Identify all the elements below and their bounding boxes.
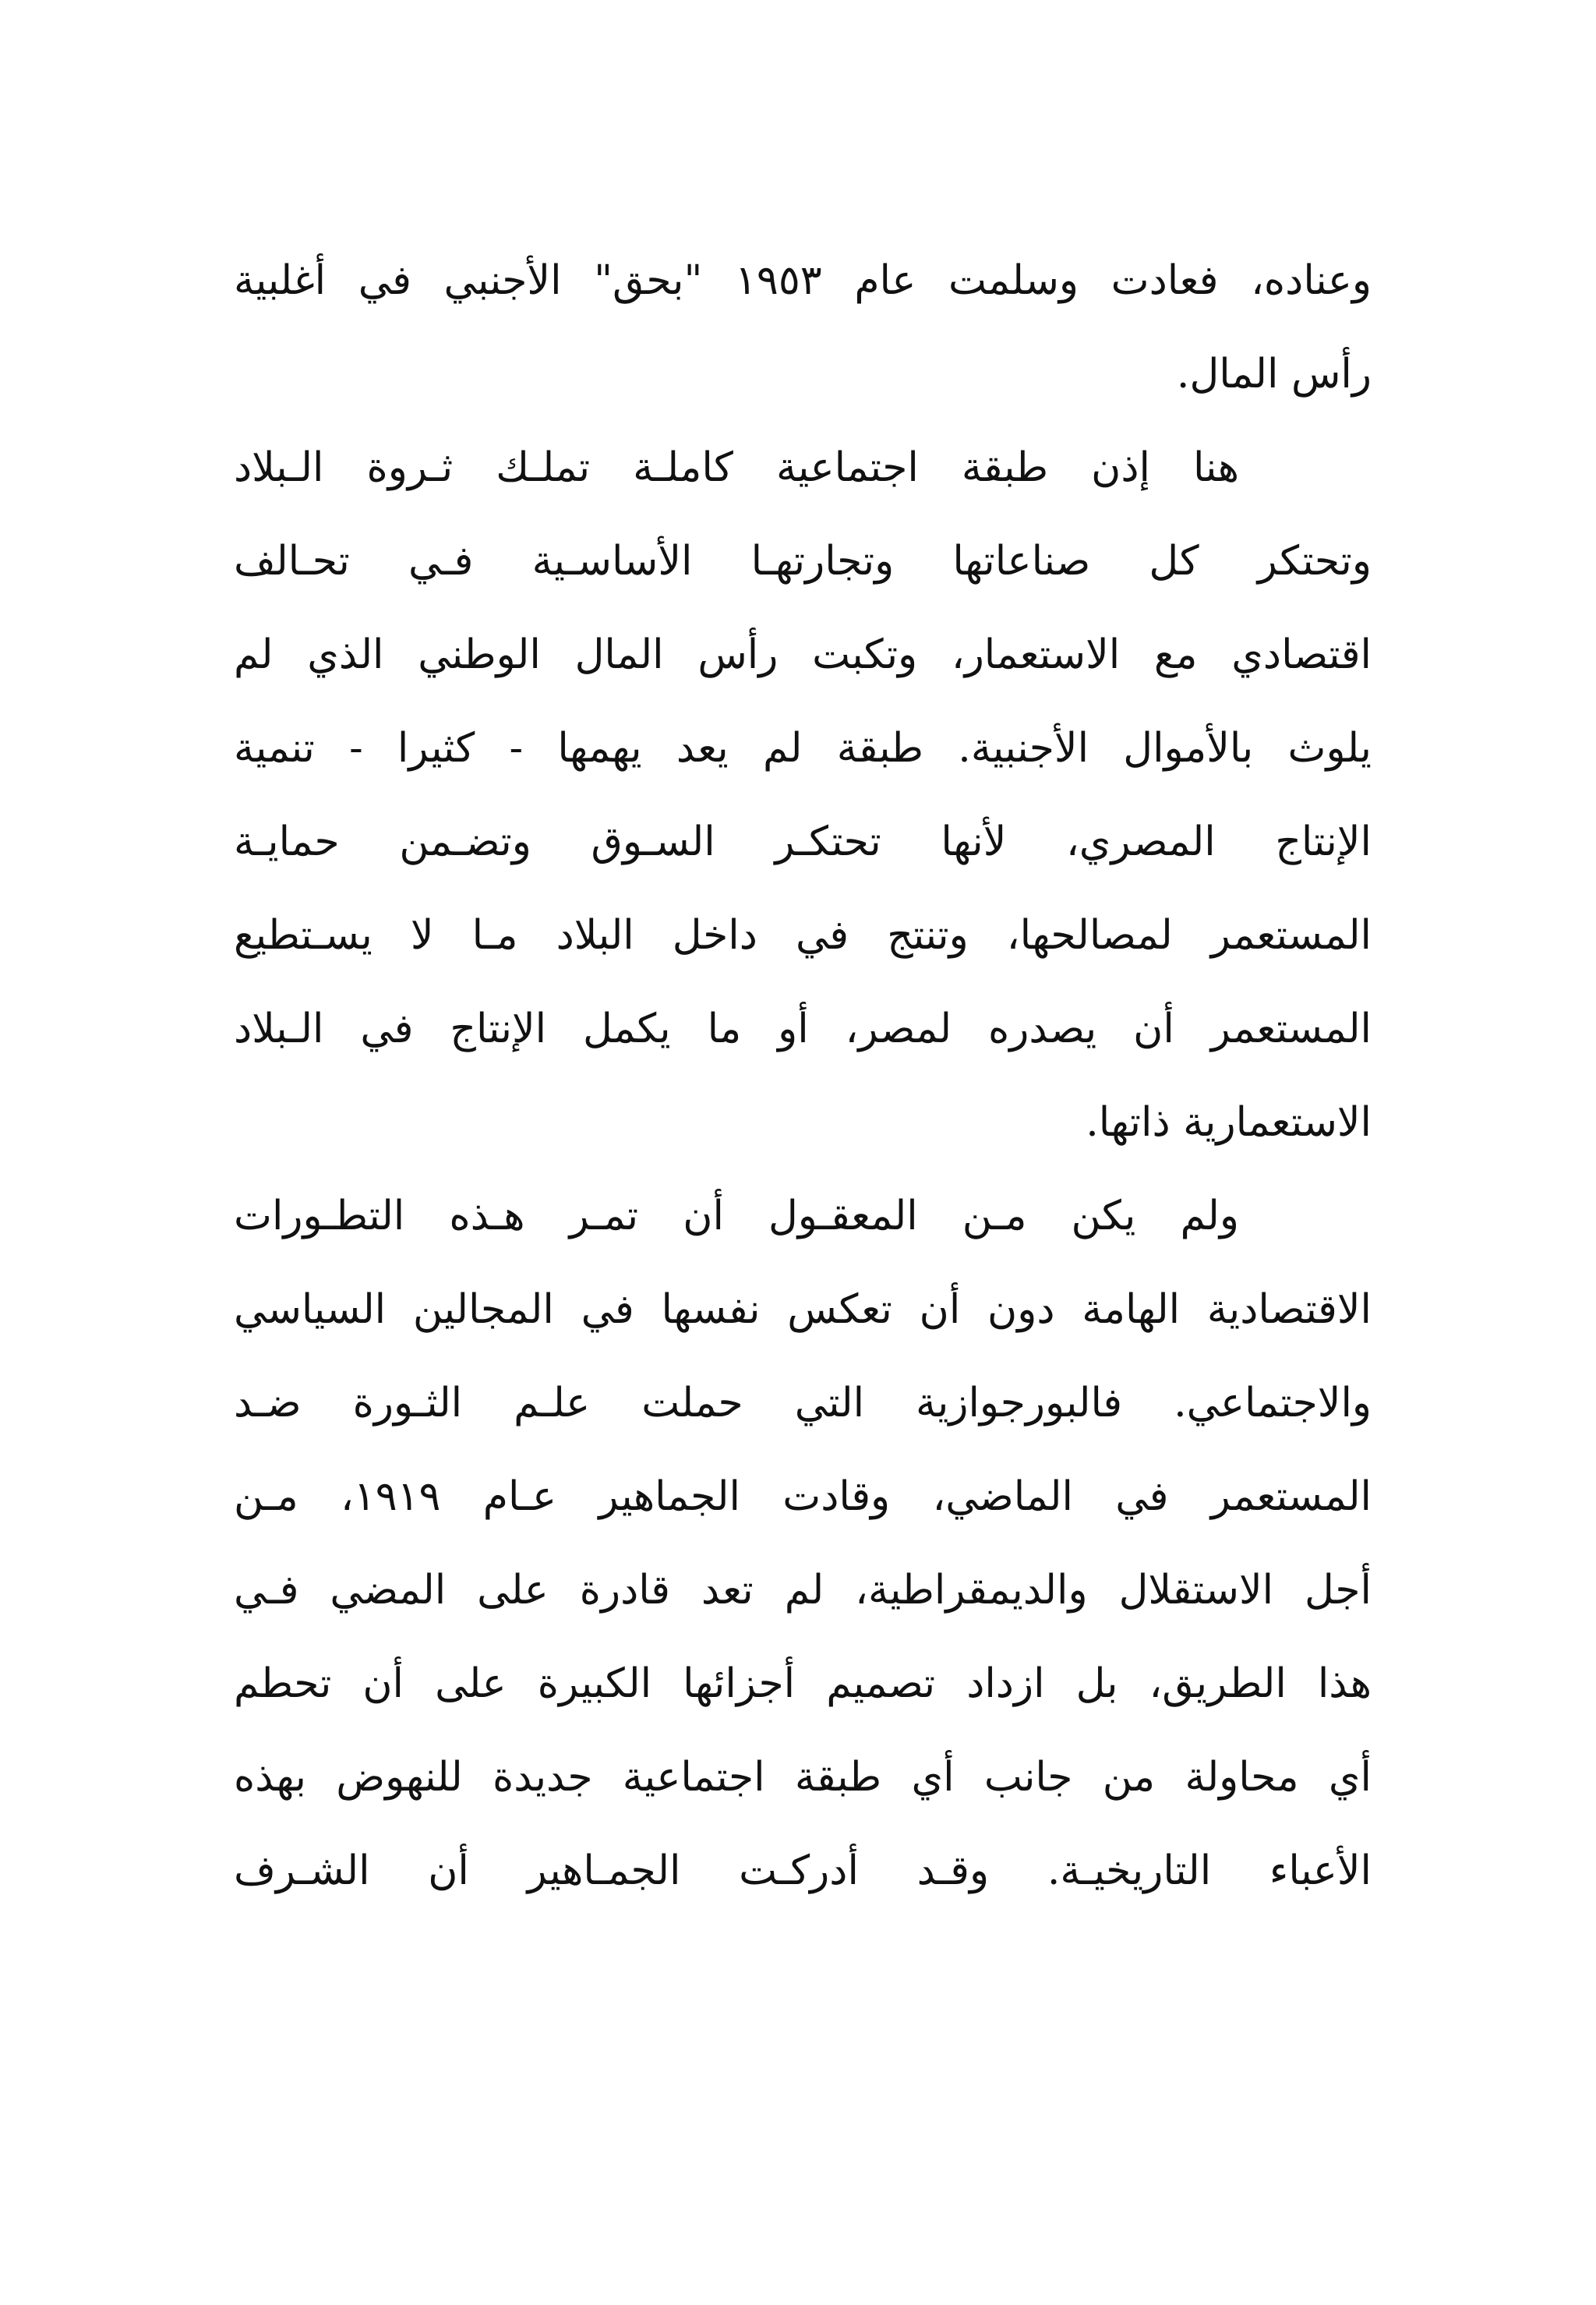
text-line: الاقتصادية الهامة دون أن تعكس نفسها في المجالين السياسي [234,1286,1372,1333]
text-line: هنا إذن طبقة اجتماعية كاملـة تملـك ثـروة الـبلاد [234,444,1239,491]
text-line: اقتصادي مع الاستعمار، وتكبت رأس المال الوطني الذي لم [234,631,1372,678]
text-line: الاستعمارية ذاتها. [1086,1099,1372,1146]
text-line: ولم يكن مـن المعقـول أن تمـر هـذه التطـورات [234,1193,1240,1239]
text-line: والاجتماعي. فالبورجوازية التي حملت علـم الثـورة ضـد [234,1380,1372,1426]
body-text [234,234,1372,1918]
text-line: وعناده، فعادت وسلمت عام ١٩٥٣ "بحق" الأجنبي في أغلبية [234,257,1372,304]
text-line: الأعباء التاريخيـة. وقـد أدركـت الجمـاهير أن الشـرف [234,1847,1372,1894]
text-line: أي محاولة من جانب أي طبقة اجتماعية جديدة للنهوض بهذه [234,1754,1372,1801]
text-line: هذا الطريق، بل ازداد تصميم أجزائها الكبيرة على أن تحطم [234,1660,1372,1707]
text-line: يلوث بالأموال الأجنبية. طبقة لم يعد يهمها - كثيرا - تنمية [234,725,1372,772]
paragraph-2 [234,421,1372,1169]
paragraph-1 [234,234,1372,421]
text-line: وتحتكر كل صناعاتها وتجارتهـا الأساسـية فـي تحـالف [234,538,1372,585]
text-line: الإنتاج المصري، لأنها تحتكـر السـوق وتضـمن حمايـة [234,818,1372,865]
text-line: المستعمر لمصالحها، وتنتج في داخل البلاد مـا لا يسـتطيع [234,912,1372,959]
text-line: المستعمر في الماضي، وقادت الجماهير عـام ١٩١٩، مـن [234,1473,1372,1520]
paragraph-3 [234,1169,1372,1918]
text-line: المستعمر أن يصدره لمصر، أو ما يكمل الإنتاج في الـبلاد [234,1006,1372,1052]
text-line: رأس المال. [1176,351,1372,398]
text-line: أجل الاستقلال والديمقراطية، لم تعد قادرة على المضي فـي [234,1567,1372,1614]
